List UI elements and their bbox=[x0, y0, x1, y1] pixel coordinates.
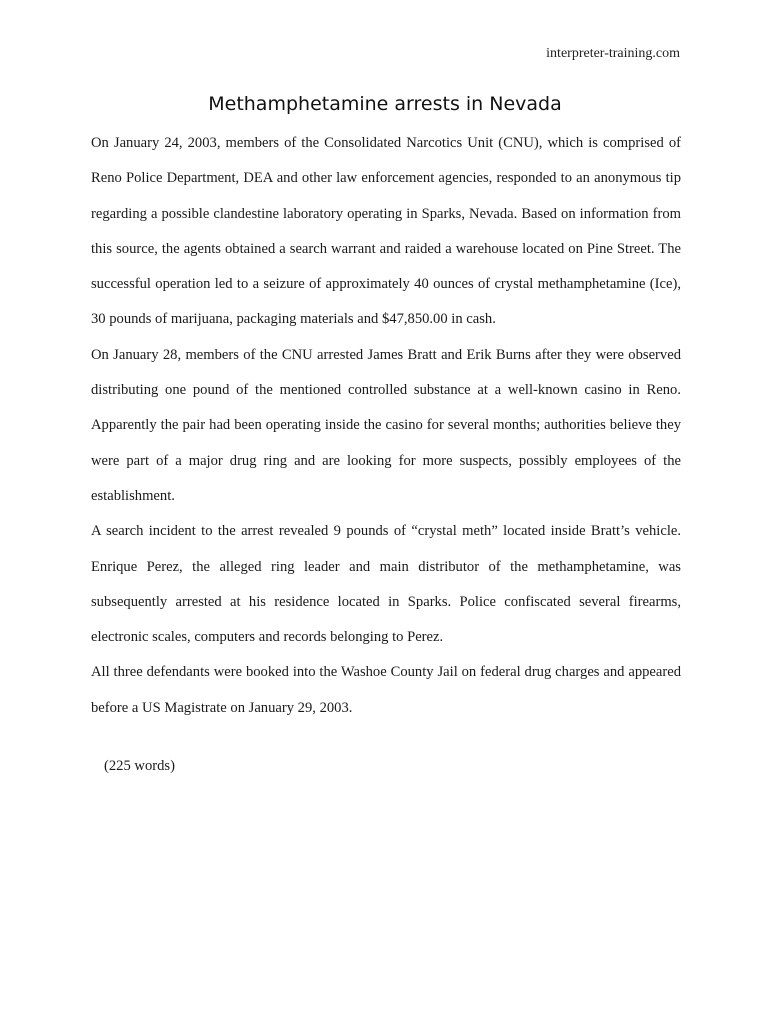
paragraph-4: All three defendants were booked into the Washoe County Jail on federal drug charges and appeared before a US Magistrate on January 29, 2003. bbox=[91, 664, 681, 716]
paragraph-3: A search incident to the arrest revealed 9 pounds of “crystal meth” located inside Bratt’s vehicle. Enrique Perez, the alleged ring leader and main distributor of the methamphetamine, was subsequently arrested at his residence located in Sparks. Police confiscated several firearms, electronic scales, computers and records belonging to Perez. bbox=[91, 523, 681, 646]
paragraph-1: On January 24, 2003, members of the Consolidated Narcotics Unit (CNU), which is comprised of Reno Police Department, DEA and other law enforcement agencies, responded to an anonymous tip regarding a possible clandestine laboratory operating in Sparks, Nevada. Based on information from this source, the agents obtained a search warrant and raided a warehouse located on Pine Street. The successful operation led to a seizure of approximately 40 ounces of crystal methamphetamine (Ice), 30 pounds of marijuana, packaging materials and $47,850.00 in cash. bbox=[91, 135, 681, 328]
site-url-header: interpreter-training.com bbox=[546, 46, 680, 61]
article-body bbox=[91, 126, 681, 726]
paragraph-2: On January 28, members of the CNU arrested James Bratt and Erik Burns after they were observed distributing one pound of the mentioned controlled substance at a well-known casino in Reno. Apparently the pair had been operating inside the casino for several months; authorities believe they were part of a major drug ring and are looking for more suspects, possibly employees of the establishment. bbox=[91, 346, 681, 504]
document-title: Methamphetamine arrests in Nevada bbox=[208, 93, 562, 115]
word-count: (225 words) bbox=[104, 758, 175, 774]
